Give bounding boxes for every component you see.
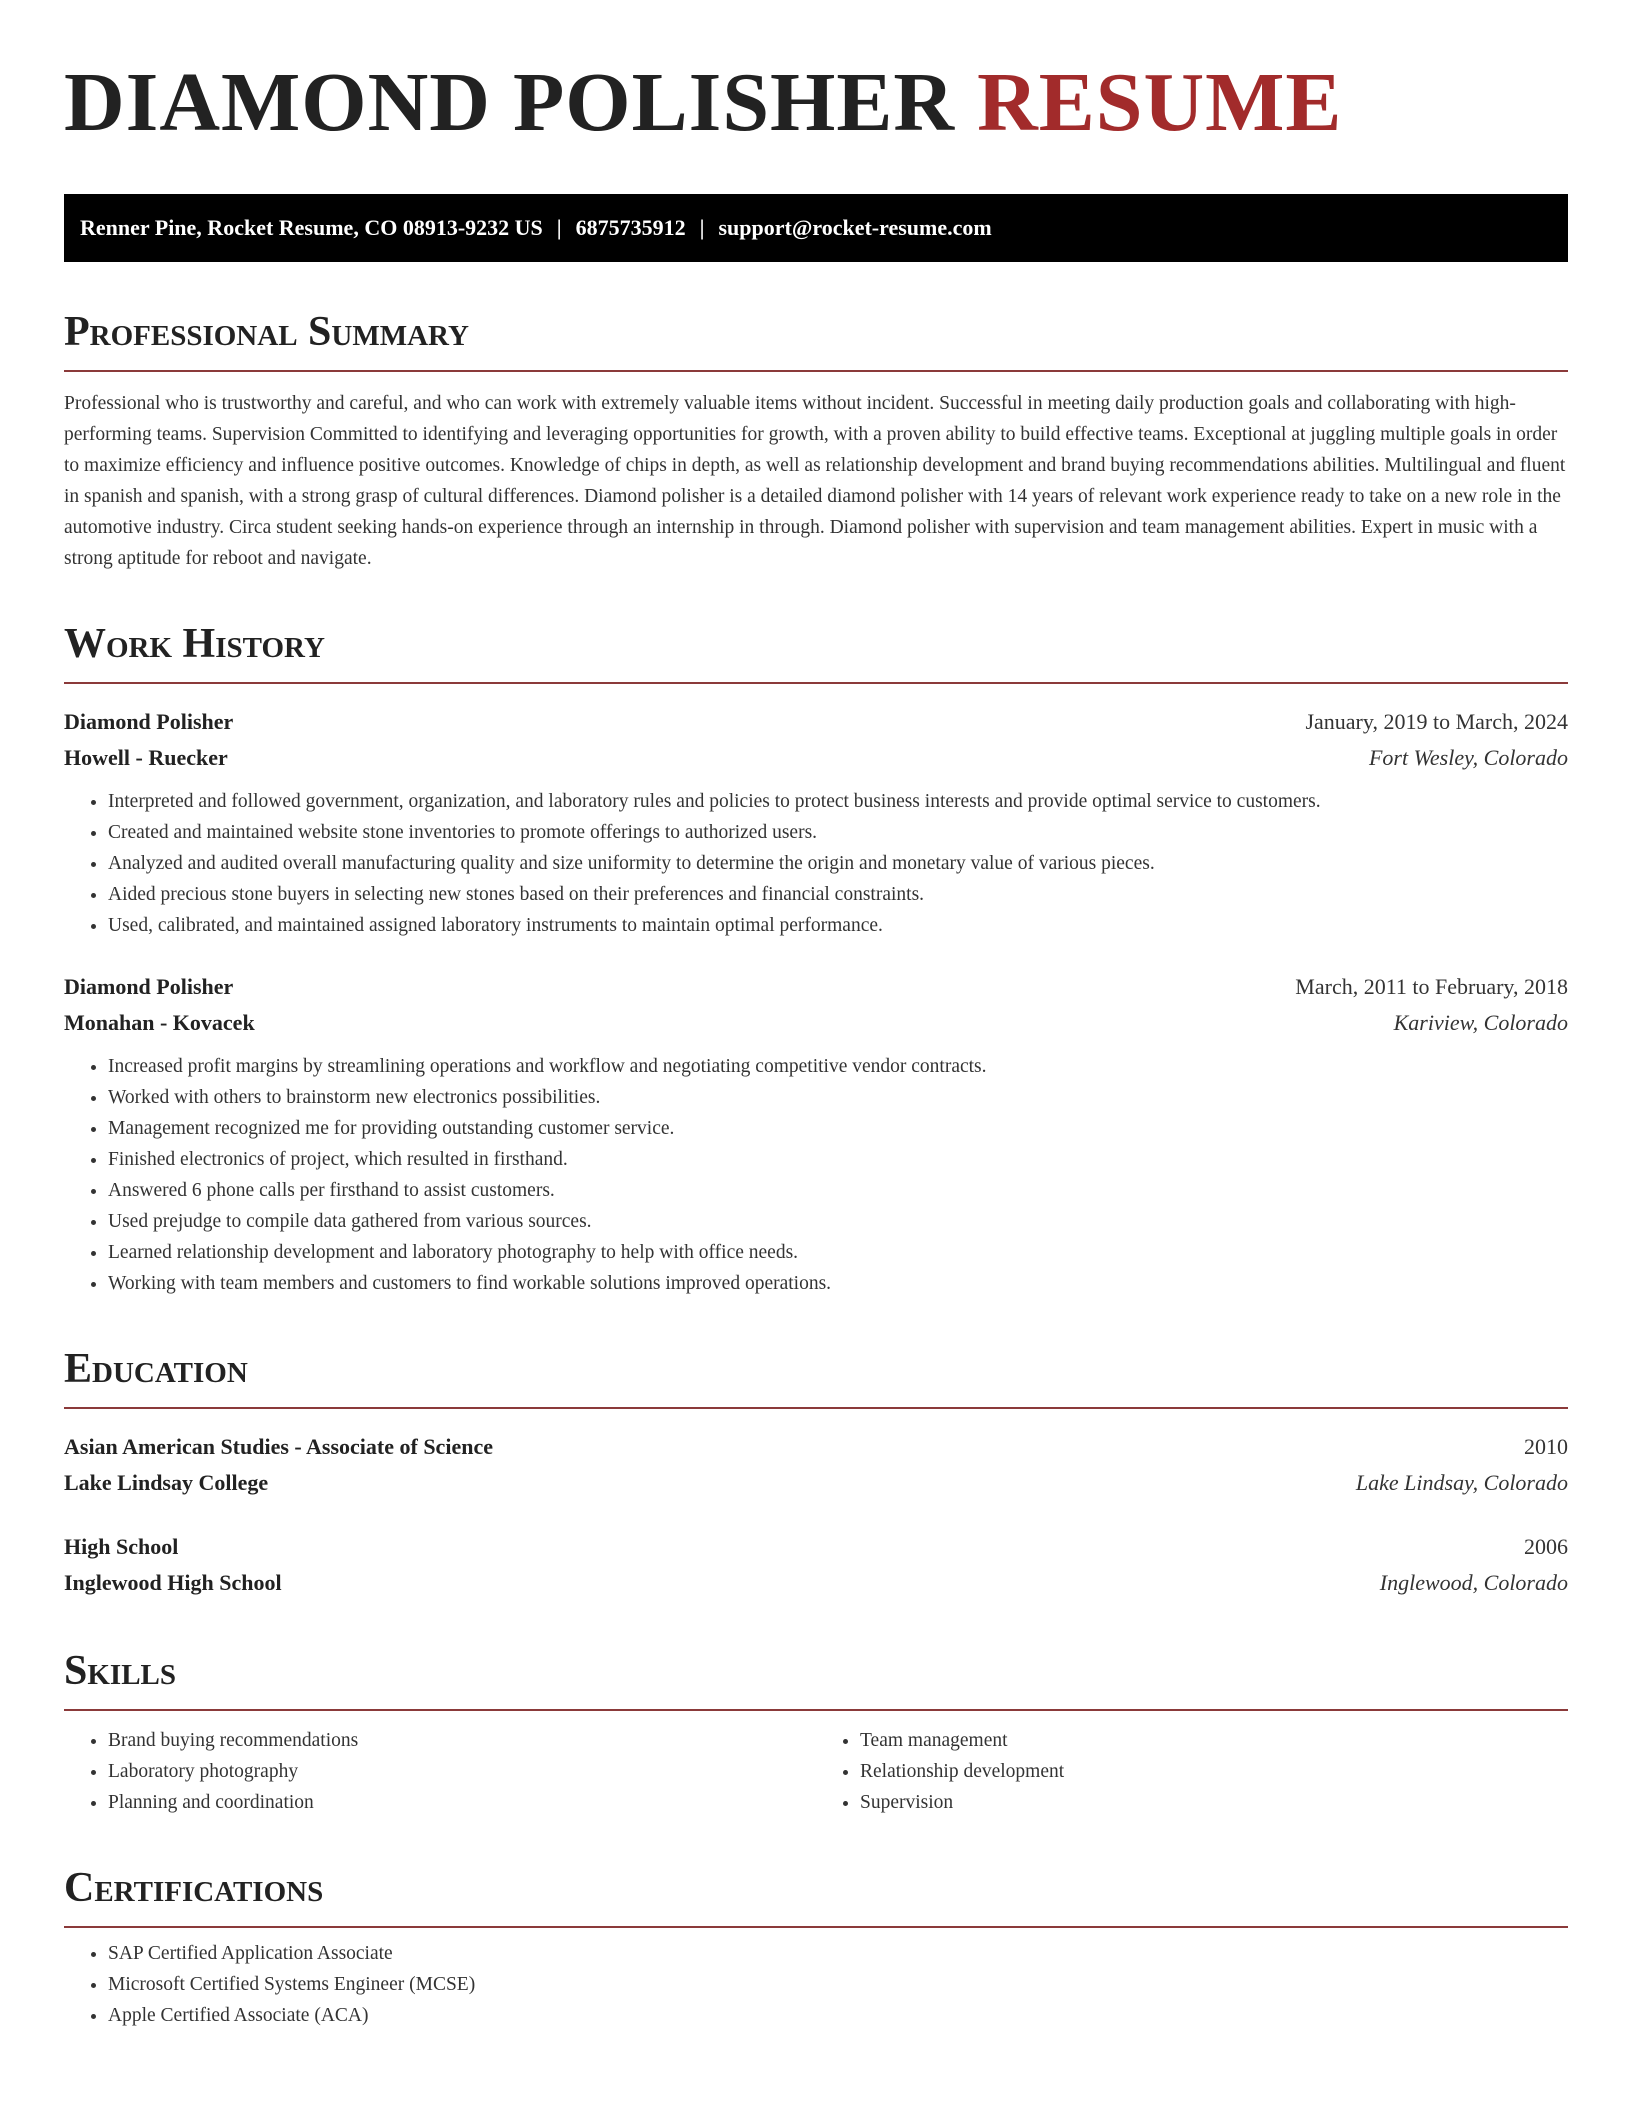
title-main: DIAMOND POLISHER — [64, 56, 956, 149]
education-school-row — [64, 1565, 1568, 1601]
education-degree: Asian American Studies - Associate of Science — [64, 1434, 493, 1459]
education-year: 2010 — [1524, 1434, 1568, 1459]
contact-bar — [64, 194, 1568, 262]
education-location: Inglewood, Colorado — [1379, 1570, 1568, 1595]
job-entry — [64, 704, 1568, 941]
education-school: Lake Lindsay College — [64, 1470, 269, 1495]
skill-item: • Brand buying recommendations — [108, 1725, 816, 1756]
job-bullet: • Answered 6 phone calls per firsthand to assist customers. — [108, 1175, 1568, 1206]
job-company-row — [64, 740, 1568, 776]
job-title: Diamond Polisher — [64, 709, 234, 734]
job-bullet: • Created and maintained website stone inventories to promote offerings to authorized users. — [108, 817, 1568, 848]
contact-separator: | — [699, 215, 705, 240]
skill-item: • Laboratory photography — [108, 1756, 816, 1787]
job-bullet: • Interpreted and followed government, organization, and laboratory rules and policies to protect business interests and provide optimal service to customers. — [108, 786, 1568, 817]
section-title-work-history: Work History — [64, 618, 1568, 684]
section-title-certifications: Certifications — [64, 1862, 1568, 1928]
job-company-row — [64, 1005, 1568, 1041]
job-company: Monahan - Kovacek — [64, 1010, 255, 1035]
job-bullet: • Increased profit margins by streamlining operations and workflow and negotiating competitive vendor contracts. — [108, 1051, 1568, 1082]
job-bullet: • Worked with others to brainstorm new electronics possibilities. — [108, 1082, 1568, 1113]
contact-address: Renner Pine, Rocket Resume, CO 08913-9232 US — [80, 215, 543, 240]
job-dates: January, 2019 to March, 2024 — [1305, 709, 1568, 734]
job-title: Diamond Polisher — [64, 974, 234, 999]
skills-grid — [64, 1725, 1568, 1818]
education-degree: High School — [64, 1534, 179, 1559]
job-bullet: • Finished electronics of project, which resulted in firsthand. — [108, 1144, 1568, 1175]
skill-item: • Supervision — [860, 1787, 1568, 1818]
skills-column-right — [816, 1725, 1568, 1818]
certification-item: • Apple Certified Associate (ACA) — [108, 2000, 1568, 2031]
job-bullet: • Management recognized me for providing outstanding customer service. — [108, 1113, 1568, 1144]
job-header-row — [64, 969, 1568, 1005]
education-degree-row — [64, 1529, 1568, 1565]
job-bullets — [64, 786, 1568, 941]
skill-item: • Relationship development — [860, 1756, 1568, 1787]
job-header-row — [64, 704, 1568, 740]
contact-phone: 6875735912 — [575, 215, 686, 240]
job-bullet: • Used prejudge to compile data gathered from various sources. — [108, 1206, 1568, 1237]
education-school: Inglewood High School — [64, 1570, 282, 1595]
job-bullet: • Aided precious stone buyers in selecting new stones based on their preferences and financial constraints. — [108, 879, 1568, 910]
job-bullets — [64, 1051, 1568, 1299]
education-year: 2006 — [1524, 1534, 1568, 1559]
education-school-row — [64, 1465, 1568, 1501]
job-location: Fort Wesley, Colorado — [1368, 745, 1568, 770]
contact-email: support@rocket-resume.com — [718, 215, 992, 240]
job-dates: March, 2011 to February, 2018 — [1295, 974, 1568, 999]
education-entry — [64, 1529, 1568, 1601]
education-entry — [64, 1429, 1568, 1501]
section-title-skills: Skills — [64, 1645, 1568, 1711]
section-title-summary: Professional Summary — [64, 306, 1568, 372]
contact-separator: | — [556, 215, 562, 240]
skill-item: • Team management — [860, 1725, 1568, 1756]
summary-text: Professional who is trustworthy and careful, and who can work with extremely valuable items without incident. Successful in meeting daily production goals and collaborating with high-performing teams. Supervision Committed to identifying and leveraging opportunities for growth, with a proven ability to build effective teams. Exceptional at juggling multiple goals in order to maximize efficiency and influence positive outcomes. Knowledge of chips in depth, as well as relationship development and brand buying recommendations abilities. Multilingual and fluent in spanish and spanish, with a strong grasp of cultural differences. Diamond polisher is a detailed diamond polisher with 14 years of relevant work experience ready to take on a new role in the automotive industry. Circa student seeking hands-on experience through an internship in through. Diamond polisher with supervision and team management abilities. Expert in music with a strong aptitude for reboot and navigate. — [64, 393, 1566, 569]
certification-item: • SAP Certified Application Associate — [108, 1938, 1568, 1969]
title-accent: RESUME — [977, 56, 1343, 149]
certification-item: • Microsoft Certified Systems Engineer (MCSE) — [108, 1969, 1568, 2000]
education-degree-row — [64, 1429, 1568, 1465]
skill-item: • Planning and coordination — [108, 1787, 816, 1818]
skills-column-left — [64, 1725, 816, 1818]
job-company: Howell - Ruecker — [64, 745, 228, 770]
job-entry — [64, 969, 1568, 1299]
education-location: Lake Lindsay, Colorado — [1355, 1470, 1568, 1495]
job-bullet: • Analyzed and audited overall manufacturing quality and size uniformity to determine the origin and monetary value of various pieces. — [108, 848, 1568, 879]
certifications-list — [64, 1938, 1568, 2031]
job-bullet: • Learned relationship development and laboratory photography to help with office needs. — [108, 1237, 1568, 1268]
job-bullet: • Used, calibrated, and maintained assigned laboratory instruments to maintain optimal performance. — [108, 910, 1568, 941]
section-title-education: Education — [64, 1343, 1568, 1409]
job-location: Kariview, Colorado — [1393, 1010, 1568, 1035]
job-bullet: • Working with team members and customers to find workable solutions improved operations. — [108, 1268, 1568, 1299]
resume-title — [64, 52, 1568, 154]
